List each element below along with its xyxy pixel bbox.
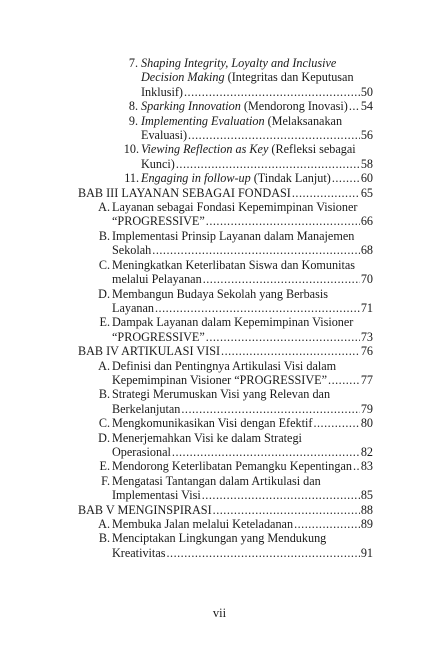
toc-entry-text: BAB IV ARTIKULASI VISI: [78, 344, 221, 359]
toc-entry-text: (Tindak Lanjut): [250, 171, 331, 186]
toc-page-number: 70: [360, 272, 373, 287]
toc-entry-text: Menerjemahkan Visi ke dalam Strategi: [112, 430, 302, 445]
toc-entry-number: B.: [98, 531, 110, 546]
toc-entry-text: Strategi Merumuskan Visi yang Relevan dan: [112, 387, 331, 402]
toc-page-number: 91: [360, 545, 373, 560]
toc-entry-text: melalui Pelayanan: [112, 272, 202, 287]
toc-page-number: 82: [360, 444, 373, 459]
toc-chapter[interactable]: [78, 503, 373, 517]
toc-page-number: 88: [360, 502, 373, 517]
dot-leader: [292, 186, 360, 200]
toc-entry[interactable]: [124, 171, 373, 186]
dot-leader: [313, 416, 359, 430]
dot-leader: [172, 445, 360, 459]
toc-entry-text: Shaping Integrity, Loyalty and Inclusive: [141, 56, 337, 70]
dot-leader: [166, 546, 359, 560]
toc-page-number: 68: [360, 243, 373, 258]
toc-entry-text: Berkelanjutan: [112, 401, 181, 416]
toc-entry-text: Operasional: [112, 444, 171, 459]
toc-entry-text: Kreativitas: [112, 545, 166, 560]
toc-entry-text: Implementasi Prinsip Layanan dalam Manajemen: [112, 228, 355, 243]
toc-page-number: 50: [360, 84, 373, 99]
toc-entry-number: E.: [99, 315, 110, 330]
toc-entry-text: Kunci): [141, 156, 175, 171]
toc-entry-text: Mendorong Keterlibatan Pemangku Kepentingan: [112, 459, 352, 474]
toc-entry[interactable]: [99, 315, 373, 344]
toc-entry-text: Definisi dan Pentingnya Artikulasi Visi dalam: [112, 358, 337, 373]
dot-leader: [213, 503, 360, 517]
dot-leader: [294, 517, 360, 531]
toc-entry-number: E.: [99, 459, 110, 474]
dot-leader: [181, 402, 359, 416]
toc-page-number: 65: [360, 185, 373, 200]
dot-leader: [221, 344, 360, 358]
dot-leader: [203, 272, 360, 286]
toc-entry[interactable]: [98, 257, 373, 287]
toc-page-number: 73: [360, 329, 373, 344]
toc-entry-text: Sekolah: [112, 243, 152, 258]
toc-entry-text: Dampak Layanan dalam Kepemimpinan Visioner: [112, 315, 354, 330]
toc-entry-text: Viewing Reflection as Key: [141, 142, 269, 157]
dot-leader: [176, 157, 360, 171]
toc-page-number: 58: [360, 156, 373, 171]
dot-leader: [155, 301, 360, 315]
toc-entry-text: Menciptakan Lingkungan yang Mendukung: [112, 531, 327, 546]
toc-entry[interactable]: [98, 430, 373, 460]
toc-entry-number: 7.: [128, 56, 138, 70]
toc-entry-number: 9.: [128, 113, 138, 128]
dot-leader: [349, 99, 360, 113]
toc-page-number: 85: [360, 488, 373, 503]
toc-entry-text: Kepemimpinan Visioner “PROGRESSIVE”: [112, 372, 328, 387]
toc-entry-number: 10.: [123, 142, 139, 157]
toc-entry-text: Layanan sebagai Fondasi Kepemimpinan Visioner: [112, 200, 358, 215]
toc-entry-number: F.: [101, 473, 110, 488]
toc-entry-number: C.: [98, 416, 110, 431]
toc-page-number: 77: [360, 372, 373, 387]
toc-entry-number: B.: [98, 387, 110, 402]
toc-chapter[interactable]: [78, 186, 373, 200]
dot-leader: [332, 171, 360, 185]
toc-entry-text: Engaging in follow-up: [141, 171, 251, 186]
toc-entry[interactable]: [98, 531, 373, 560]
dot-leader: [353, 459, 360, 473]
toc-entry-text: (Melaksanakan: [264, 113, 343, 128]
toc-entry[interactable]: [98, 228, 373, 258]
toc-page-number: 54: [360, 99, 373, 114]
toc-entry-number: A.: [98, 517, 110, 531]
toc-entry[interactable]: [98, 387, 373, 416]
toc-entry-text: (Integritas dan Keputusan: [224, 70, 354, 85]
toc-entry-number: 8.: [128, 99, 138, 114]
toc-entry-number: A.: [98, 358, 110, 373]
toc-entry-text: BAB III LAYANAN SEBAGAI FONDASI: [78, 185, 291, 200]
toc-entry-number: C.: [98, 257, 110, 272]
toc-entry-text: Inklusif): [141, 84, 183, 99]
toc-entry[interactable]: [98, 358, 373, 388]
toc-entry-text: Mengkomunikasikan Visi dengan Efektif: [112, 416, 313, 431]
toc-entry[interactable]: [128, 113, 373, 143]
dot-leader: [188, 128, 360, 142]
toc-chapter[interactable]: [78, 344, 373, 358]
toc-entry-number: D.: [98, 430, 110, 445]
toc-entry[interactable]: [98, 286, 373, 316]
toc-page-number: 80: [360, 416, 373, 431]
dot-leader: [202, 488, 360, 502]
dot-leader: [184, 85, 360, 99]
dot-leader: [206, 330, 360, 344]
toc-entry-text: Decision Making: [141, 70, 225, 85]
dot-leader: [206, 214, 360, 228]
toc-page-number: 60: [360, 171, 373, 186]
toc-entry-text: Implementasi Visi: [112, 488, 201, 503]
toc-entry-number: A.: [98, 200, 110, 215]
toc-page-number: 76: [360, 344, 373, 359]
toc-page-number: 89: [360, 517, 373, 531]
dot-leader: [328, 373, 360, 387]
toc-entry-text: Implementing Evaluation: [141, 113, 265, 128]
toc-entry-text: “PROGRESSIVE”: [112, 329, 205, 344]
toc-page-number: 71: [360, 300, 373, 315]
toc-page-number: 83: [360, 459, 373, 474]
toc-entry-text: (Refleksi sebagai: [268, 142, 356, 157]
toc-entry-text: BAB V MENGINSPIRASI: [78, 502, 212, 517]
toc-entry[interactable]: [98, 416, 373, 431]
toc-entry[interactable]: [99, 459, 373, 474]
toc-entry[interactable]: [128, 99, 373, 114]
toc-entry[interactable]: [101, 473, 373, 503]
toc-page-number: 66: [360, 214, 373, 229]
toc-entry[interactable]: [123, 142, 373, 171]
toc-entry-text: “PROGRESSIVE”: [112, 214, 205, 229]
page-number: vii: [212, 606, 227, 620]
toc-entry-text: Membuka Jalan melalui Keteladanan: [112, 517, 294, 531]
toc-entry-number: B.: [98, 228, 110, 243]
dot-leader: [152, 243, 360, 257]
toc-entry-text: Membangun Budaya Sekolah yang Berbasis: [112, 286, 328, 301]
toc-entry-text: Meningkatkan Keterlibatan Siswa dan Komunitas: [112, 257, 356, 272]
toc-entry[interactable]: [98, 517, 373, 531]
toc-entry-text: Mengatasi Tantangan dalam Artikulasi dan: [112, 473, 321, 488]
toc-entry-text: (Mendorong Inovasi): [240, 99, 348, 114]
toc-entry[interactable]: [128, 56, 373, 99]
toc-entry-text: Sparking Innovation: [141, 99, 241, 114]
toc-entry-number: D.: [98, 286, 110, 301]
toc-entry-text: Layanan: [112, 300, 154, 315]
toc-page-number: 79: [360, 401, 373, 416]
toc-page-number: 56: [360, 128, 373, 143]
toc-entry-number: 11.: [124, 171, 139, 186]
toc-entry[interactable]: [98, 200, 373, 229]
table-of-contents: [78, 56, 373, 560]
toc-entry-text: Evaluasi): [141, 128, 188, 143]
